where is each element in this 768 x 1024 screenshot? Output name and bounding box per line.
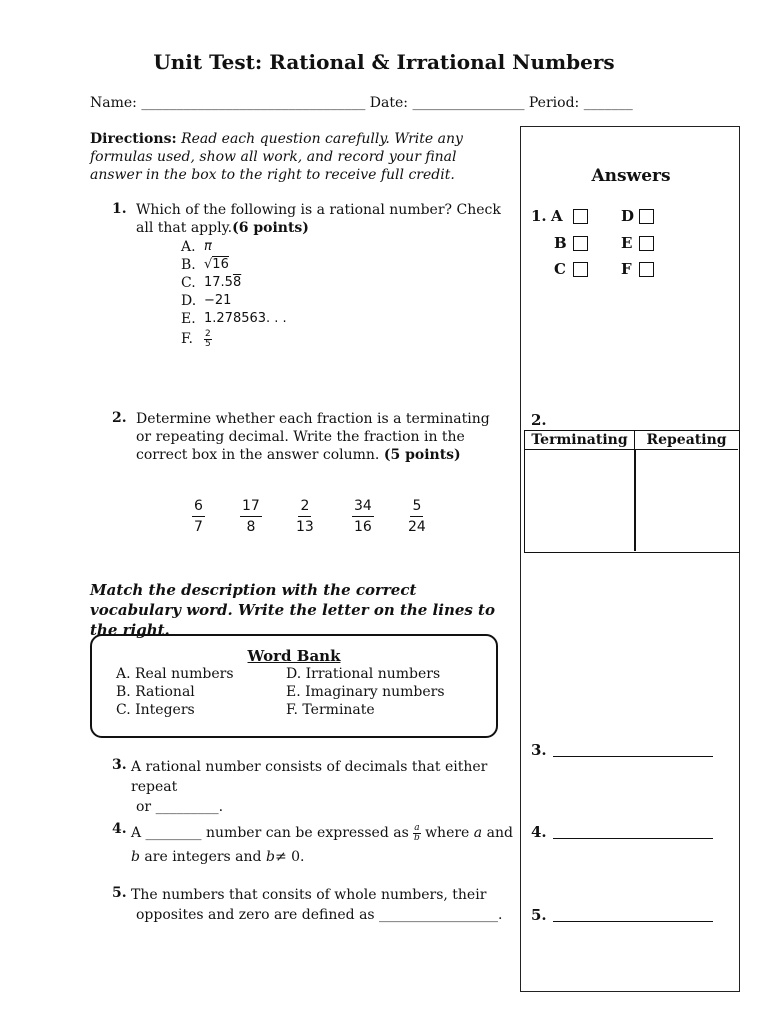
fraction-denominator: 16 (354, 519, 372, 535)
date-label: Date: (369, 95, 408, 111)
answer-3-number: 3. (531, 741, 547, 759)
option-d (181, 292, 287, 310)
question-2-points: (5 points) (383, 447, 461, 463)
directions-text: Read each question carefully. Write any formulas used, show all work, and record your final answer in the box to the right to receive full credit. (90, 131, 463, 183)
question-5-number: 5. (112, 885, 127, 901)
fraction-item (240, 496, 262, 537)
radicand: 16 (212, 257, 229, 272)
option-letter: F. (181, 331, 193, 347)
answers-title: Answers (591, 166, 671, 186)
repeating-cell[interactable] (637, 450, 737, 551)
answer-4-line[interactable] (553, 838, 713, 839)
option-value: −21 (204, 293, 232, 308)
option-b (181, 256, 287, 274)
variable-a: a (473, 825, 483, 841)
variable-b: b (265, 849, 275, 865)
fraction-numerator: 2 (298, 496, 311, 517)
question-4-number: 4. (112, 821, 127, 837)
question-1-points: (6 points) (232, 220, 309, 236)
question-3-number: 3. (112, 757, 127, 773)
word-bank-left-column (116, 665, 234, 719)
answers-panel (520, 126, 740, 992)
repeating-header: Repeating (635, 431, 738, 450)
terminating-repeating-table (524, 430, 740, 553)
word-bank-title: Word Bank (247, 647, 341, 665)
checkbox-label-d: D (621, 207, 635, 225)
option-e (181, 310, 287, 328)
question-1-options (181, 238, 287, 350)
checkbox-label-f: F (621, 260, 632, 278)
fraction-denominator: 24 (408, 519, 426, 535)
word-bank-item: A. Real numbers (116, 666, 234, 682)
word-bank-right-column (286, 665, 445, 719)
checkbox-b[interactable] (573, 236, 588, 251)
fraction-numerator: 2 (205, 328, 211, 339)
variable-b: b (131, 849, 140, 865)
fraction-item (296, 496, 314, 537)
option-value: √16 (204, 257, 229, 272)
checkbox-f[interactable] (639, 262, 654, 277)
fraction-numerator: 5 (410, 496, 423, 517)
directions-label: Directions: (90, 131, 177, 147)
question-2-prompt: Determine whether each fraction is a terminating or repeating decimal. Write the fraction in the correct box in the answer column. (136, 411, 490, 463)
fraction-numerator: a (414, 822, 420, 833)
question-3-line-2: or _________. (136, 799, 224, 815)
period-field[interactable]: _______ (583, 95, 633, 111)
option-value: 1.278563. . . (204, 311, 287, 326)
word-bank-item: D. Irrational numbers (286, 666, 441, 682)
period-label: Period: (528, 95, 580, 111)
fraction-item (408, 496, 426, 537)
page-title: Unit Test: Rational & Irrational Numbers (153, 50, 615, 74)
question-3-text (131, 757, 516, 817)
checkbox-label-e: E (621, 234, 633, 252)
checkbox-a[interactable] (573, 209, 588, 224)
option-letter: B. (181, 257, 196, 273)
option-c (181, 274, 287, 292)
answer-4-number: 4. (531, 823, 547, 841)
directions (90, 130, 508, 184)
option-letter: E. (181, 311, 196, 327)
fraction-numerator: 34 (352, 496, 374, 517)
student-info-line (90, 95, 633, 111)
question-4-text-a: A ________ number can be expressed as (131, 825, 409, 841)
answer-1-number: 1. (531, 207, 547, 225)
checkbox-d[interactable] (639, 209, 654, 224)
word-bank-item: F. Terminate (286, 702, 375, 718)
answer-3-line[interactable] (553, 756, 713, 757)
question-4-text (131, 821, 516, 869)
word-bank-item: B. Rational (116, 684, 195, 700)
question-4-line-2 (131, 845, 516, 869)
fraction-denominator: 5 (205, 338, 211, 349)
repeating-digit: 8 (232, 275, 242, 290)
fraction-numerator: 17 (240, 496, 262, 517)
fraction-item (192, 496, 205, 537)
question-2-number: 2. (112, 410, 127, 426)
option-fraction (204, 330, 212, 349)
question-4-text-c: and (486, 825, 513, 841)
answer-5-number: 5. (531, 906, 547, 924)
table-divider (634, 450, 636, 551)
checkbox-label-c: C (554, 260, 566, 278)
question-5-line-2: opposites and zero are defined as _________________. (136, 907, 503, 923)
name-label: Name: (90, 95, 137, 111)
fraction-item (352, 496, 374, 537)
fraction-denominator: 13 (296, 519, 314, 535)
question-3-line-1: A rational number consists of decimals that either repeat (131, 759, 488, 795)
matching-directions: Match the description with the correct vocabulary word. Write the letter on the lines to the right. (90, 581, 495, 639)
word-bank-item: C. Integers (116, 702, 195, 718)
checkbox-c[interactable] (573, 262, 588, 277)
question-4-text-e: ≠ 0. (274, 849, 305, 865)
question-1-text (136, 201, 506, 237)
option-letter: C. (181, 275, 196, 291)
question-4-line-1 (131, 821, 516, 845)
question-5-text (131, 885, 516, 925)
question-2-text (136, 410, 506, 464)
question-4-text-b: where (425, 825, 470, 841)
answer-2-number: 2. (531, 411, 547, 429)
terminating-cell[interactable] (525, 450, 633, 551)
answer-5-line[interactable] (553, 921, 713, 922)
date-field[interactable]: ________________ (412, 95, 525, 111)
question-4-text-d: are integers and (144, 849, 262, 865)
name-field[interactable]: ________________________________ (141, 95, 366, 111)
word-bank (90, 634, 498, 738)
question-5-line-1: The numbers that consits of whole numbers, their (131, 887, 487, 903)
question-1-number: 1. (112, 201, 127, 217)
option-letter: A. (181, 239, 196, 255)
word-bank-item: E. Imaginary numbers (286, 684, 445, 700)
option-value: 17.58 (204, 275, 242, 290)
checkbox-label-b: B (554, 234, 567, 252)
a-over-b-fraction (413, 824, 420, 843)
fraction-numerator: 6 (192, 496, 205, 517)
fraction-denominator: 8 (246, 519, 256, 535)
terminating-header: Terminating (525, 431, 635, 450)
question-1-prompt: Which of the following is a rational number? Check all that apply. (136, 202, 501, 236)
checkbox-label-a: A (551, 207, 563, 225)
checkbox-e[interactable] (639, 236, 654, 251)
fraction-denominator: 7 (194, 519, 203, 535)
option-a (181, 238, 287, 256)
fraction-denominator: b (414, 832, 420, 843)
option-letter: D. (181, 293, 197, 309)
option-f (181, 328, 287, 350)
option-value: π (204, 239, 212, 254)
